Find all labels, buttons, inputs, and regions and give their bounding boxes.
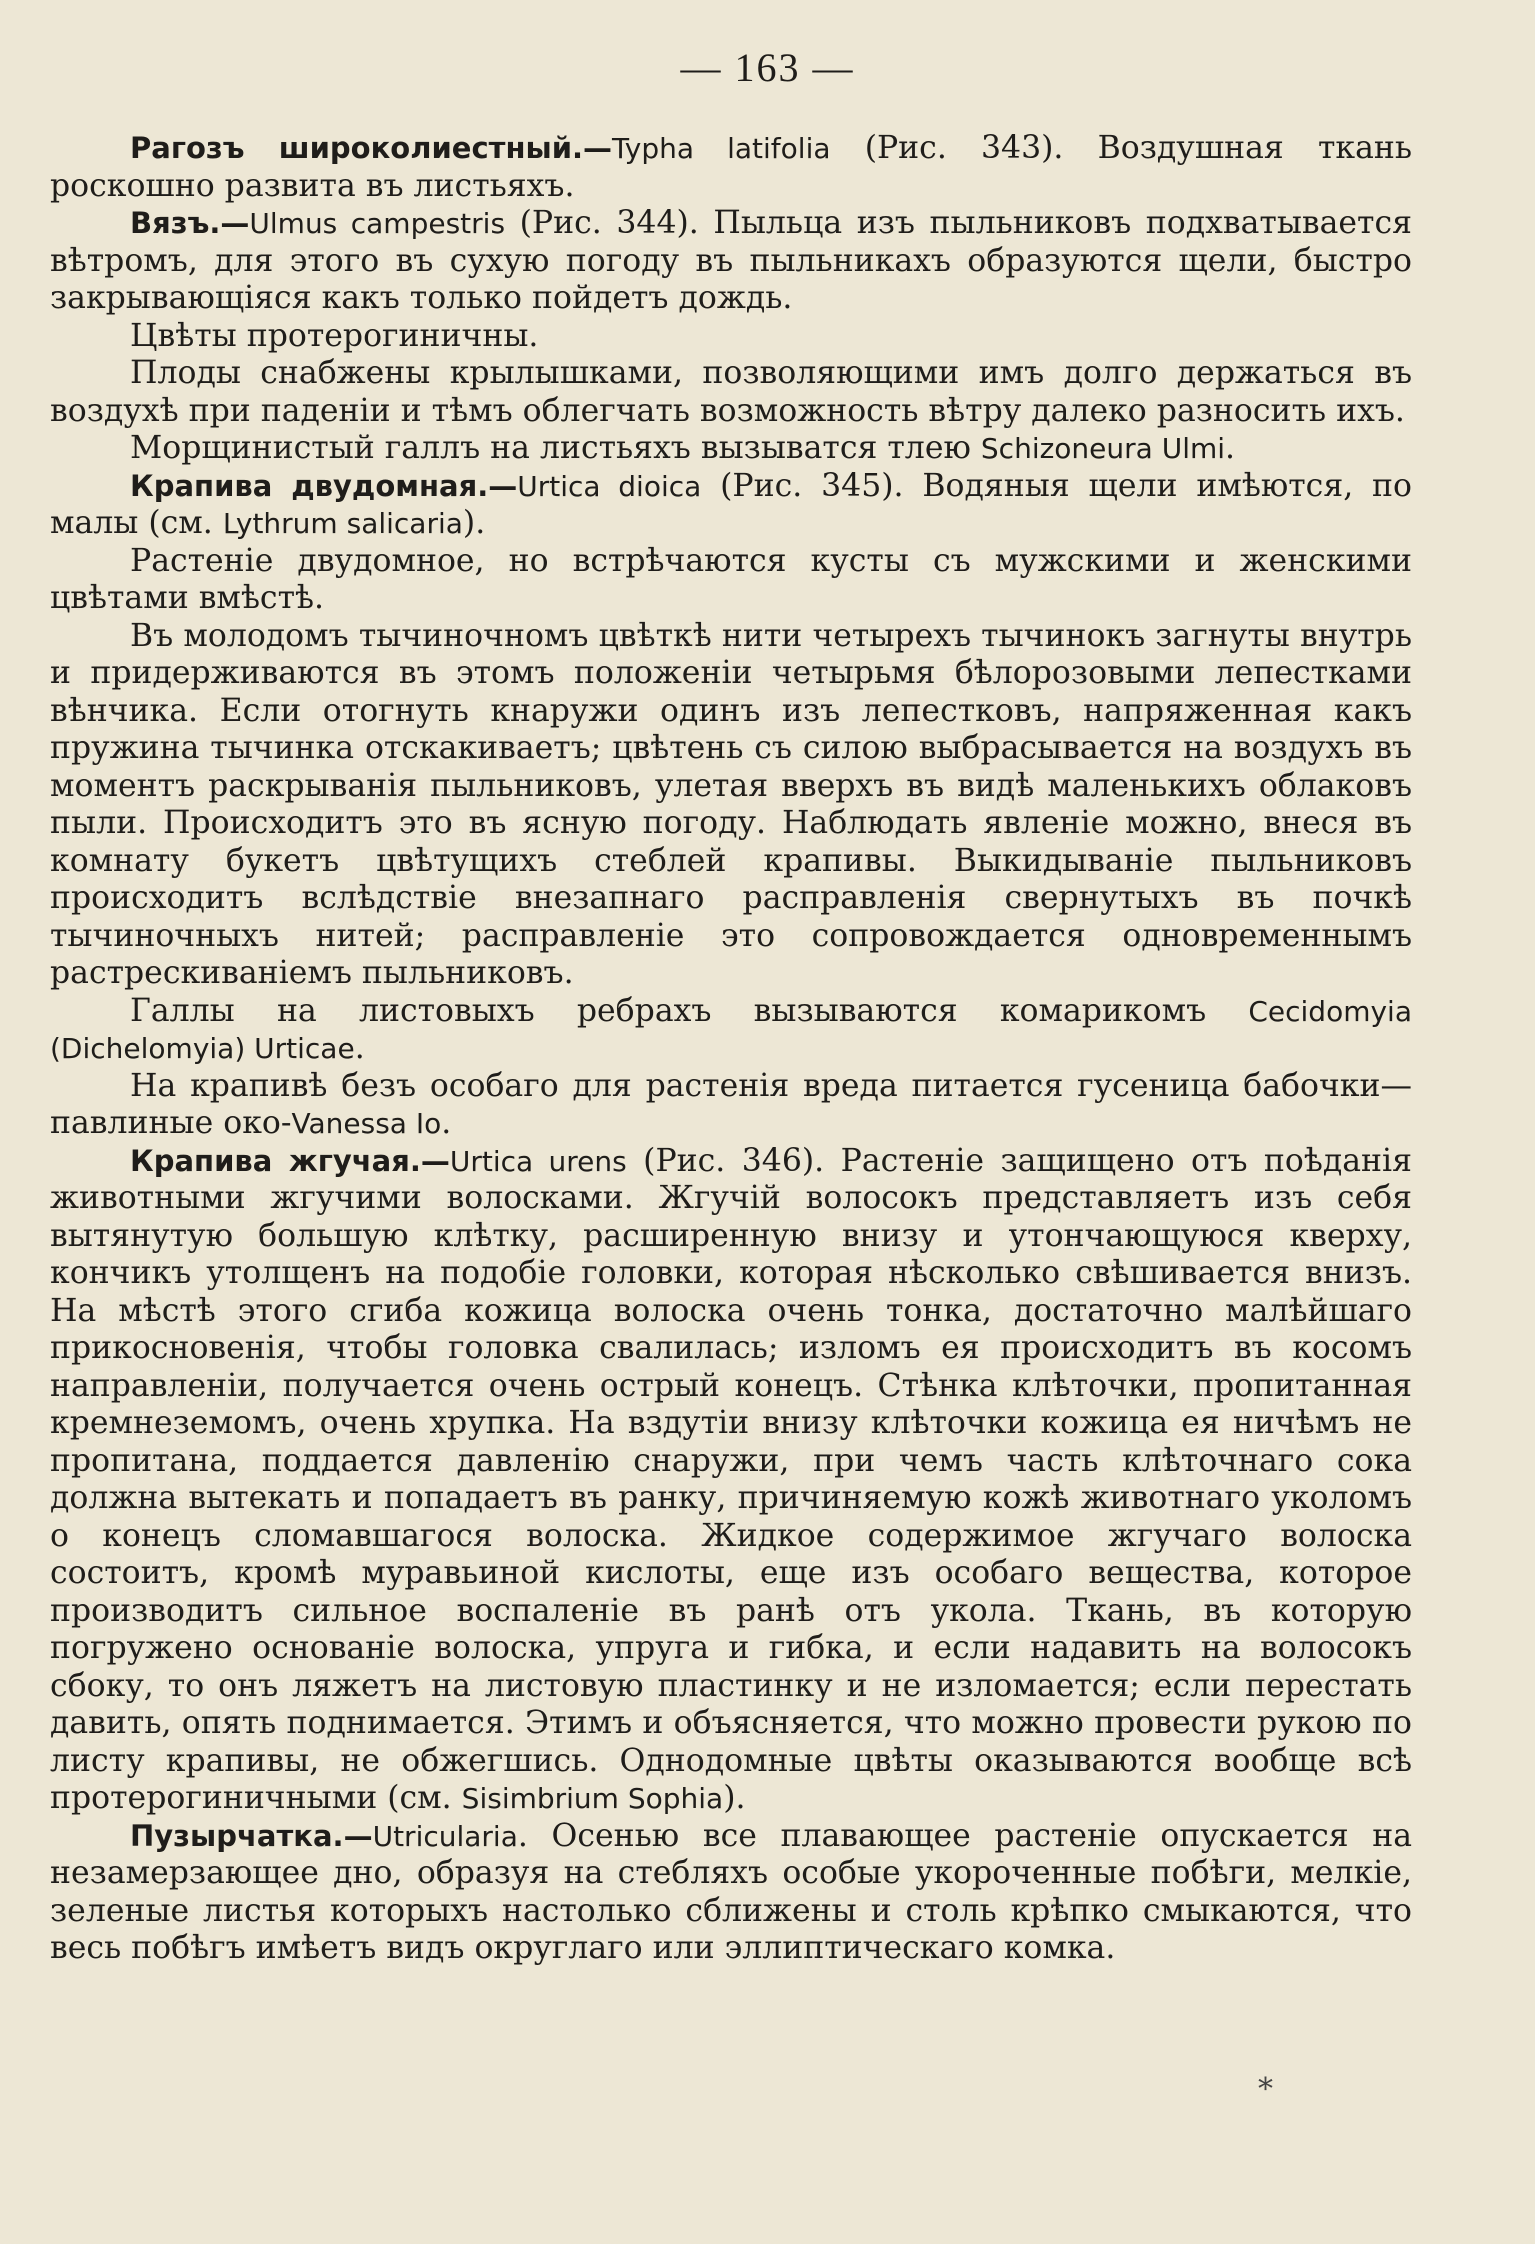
paragraph-text: . Осенью все плавающее растеніе опускается на незамерзающее дно, образуя на стебляхъ особые укороченные побѣги, мелкіе, зеленые листья которыхъ настолько сближены и столь крѣпко смыкаются, что весь побѣгъ имѣетъ видъ округлаго или эллиптическаго комка. [50, 1817, 1412, 1966]
term-heading: Вязъ.— [130, 206, 250, 240]
paragraph-end: ). [462, 505, 486, 541]
term-heading: Крапива жгучая.— [130, 1143, 450, 1178]
page-number: — 163 — [680, 45, 855, 90]
latin-name: Vanessa Io [291, 1107, 442, 1140]
paragraph-text: Плоды снабжены крылышками, позволяющими имъ долго держаться въ воздухѣ при паденіи и тѣмъ облегчать возможность вѣтру далеко разносить ихъ. [50, 355, 1412, 429]
latin-name: Cecidomyia (Dichelomyia) Urticae [50, 994, 1412, 1065]
paragraph-end: . [354, 1030, 365, 1066]
latin-name: Sisimbrium Sophia [461, 1782, 724, 1815]
latin-name: Typha latifolia [612, 132, 831, 165]
paragraph-text: Галлы на листовыхъ ребрахъ вызываются комарикомъ [130, 992, 1249, 1029]
paragraph-text: (Рис. 344). Пыльца изъ пыльниковъ подхватывается вѣтромъ, для этого въ сухую погоду въ пыльникахъ образуются щели, быстро закрывающіяся какъ только пойдетъ дождь. [50, 205, 1412, 316]
paragraph-flowers [50, 318, 1412, 356]
paragraph-galls-ribs [50, 993, 1412, 1068]
paragraph-utricularia [50, 1818, 1412, 1968]
paragraph-text: Въ молодомъ тычиночномъ цвѣткѣ нити четырехъ тычинокъ загнуты внутрь и придерживаются въ этомъ положеніи четырьмя бѣлорозовыми лепестками вѣнчика. Если отогнуть кнаружи одинъ изъ лепестковъ, напряженная какъ пружина тычинка отскакиваетъ; цвѣтень съ силою выбрасывается на воздухъ въ моментъ раскрыванія пыльниковъ, улетая вверхъ въ видѣ маленькихъ облаковъ пыли. Происходитъ это въ ясную погоду. Наблюдать явленіе можно, внеся въ комнату букетъ цвѣтущихъ стеблей крапивы. Выкидываніе пыльниковъ происходитъ вслѣдствіе внезапнаго расправленія свернутыхъ въ почкѣ тычиночныхъ нитей; расправленіе это сопровождается одновременнымъ растрескиваніемъ пыльниковъ. [50, 617, 1412, 991]
paragraph-ulmus [50, 205, 1412, 318]
paragraph-stamens [50, 618, 1412, 993]
paragraph-dioecious [50, 543, 1412, 618]
body-text [50, 130, 1412, 1968]
latin-name: Ulmus campestris [249, 207, 506, 240]
latin-name: Schizoneura Ulmi [980, 432, 1226, 465]
latin-name: Utricularia [372, 1819, 518, 1853]
paragraph-end: ). [723, 1780, 746, 1816]
paragraph-text: (Рис. 343). Воздушная ткань роскошно развита въ листьяхъ. [50, 130, 1412, 204]
footer-asterisk: * [1258, 2072, 1273, 2107]
paragraph-end: . [441, 1105, 452, 1141]
term-heading: Пузырчатка.— [130, 1818, 373, 1853]
paragraph-caterpillar [50, 1068, 1412, 1143]
paragraph-typha [50, 130, 1412, 205]
paragraph-text: На крапивѣ безъ особаго для растенія вреда питается гусеница бабочки—павлиные око- [50, 1067, 1412, 1141]
term-heading: Крапива двудомная.— [130, 468, 518, 503]
paragraph-gall [50, 430, 1412, 468]
paragraph-text: (Рис. 345). Водяныя щели имѣются, по малы (см. [50, 467, 1413, 541]
paragraph-end: . [1225, 430, 1236, 466]
paragraph-fruits [50, 355, 1412, 430]
latin-name: Lythrum salicaria [222, 507, 463, 540]
latin-name: Urtica urens [449, 1144, 627, 1178]
paragraph-text: (Рис. 346). Растеніе защищено отъ поѣданія животными жгучими волосками. Жгучій волосокъ представляетъ изъ себя вытянутую большую клѣтку, расширенную внизу и утончающуюся кверху, кончикъ утолщенъ на подобіе головки, которая нѣсколько свѣшивается внизъ. На мѣстѣ этого сгиба кожица волоска очень тонка, достаточно малѣйшаго прикосновенія, чтобы головка свалилась; изломъ ея происходитъ въ косомъ направленіи, получается очень острый конецъ. Стѣнка клѣточки, пропитанная кремнеземомъ, очень хрупка. На вздутіи внизу клѣточки кожица ея ничѣмъ не пропитана, поддается давленію снаружи, при чемъ часть клѣточнаго сока должна вытекать и попадаетъ въ ранку, причиняемую кожѣ животнаго уколомъ о конецъ сломавшагося волоска. Жидкое содержимое жгучаго волоска состоитъ, кромѣ муравьиной кислоты, еще изъ особаго вещества, которое производитъ сильное воспаленіе въ ранѣ отъ укола. Ткань, въ которую погружено основаніе волоска, упруга и гибка, и если надавить на волосокъ сбоку, то онъ ляжетъ на листовую пластинку и не изломается; если перестать давить, опять поднимается. Этимъ и объясняется, что можно провести рукою по листу крапивы, не обжегшись. Однодомные цвѣты оказываются вообще всѣ протерогиничными (см. [50, 1142, 1412, 1816]
paragraph-text: Растеніе двудомное, но встрѣчаются кусты съ мужскими и женскими цвѣтами вмѣстѣ. [50, 542, 1412, 616]
paragraph-urtica-dioica [50, 468, 1412, 543]
paragraph-text: Цвѣты протерогиничны. [130, 317, 539, 354]
paragraph-urtica-urens [50, 1143, 1412, 1818]
latin-name: Urtica dioica [517, 469, 702, 503]
paragraph-text: Морщинистый галлъ на листьяхъ вызыватся тлею [130, 430, 981, 466]
term-heading: Рагозъ широколиестный.— [130, 131, 613, 165]
